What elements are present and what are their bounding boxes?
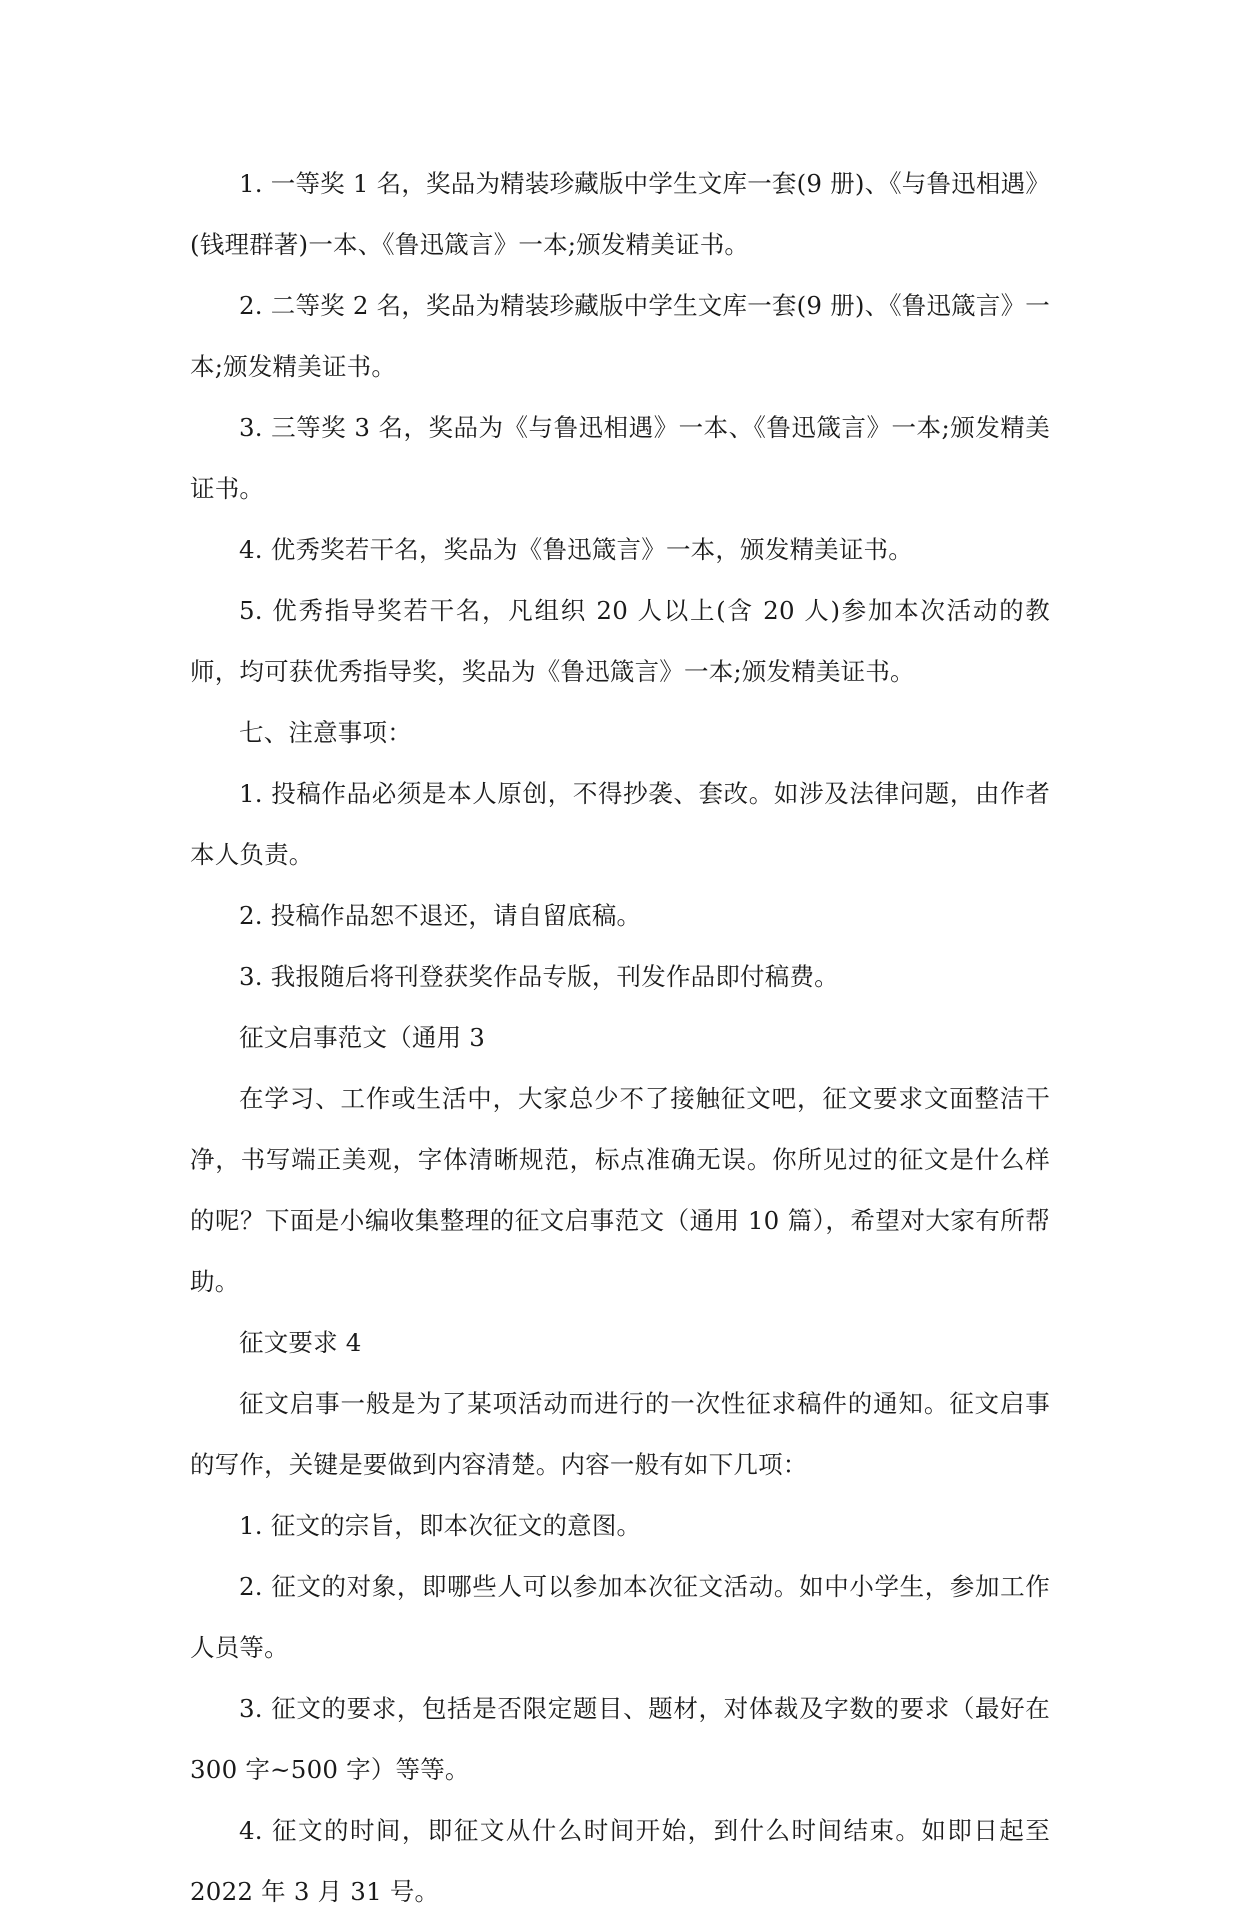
section-heading-requirements: 征文要求 4 bbox=[239, 1328, 362, 1357]
paragraph-prize-third: 3. 三等奖 3 名，奖品为《与鲁迅相遇》一本、《鲁迅箴言》一本;颁发精美证书。 bbox=[190, 413, 1050, 503]
paragraph-requirement-content: 3. 征文的要求，包括是否限定题目、题材，对体裁及字数的要求（最好在 300 字~500 字）等等。 bbox=[190, 1694, 1050, 1784]
paragraph-requirement-audience: 2. 征文的对象，即哪些人可以参加本次征文活动。如中小学生，参加工作人员等。 bbox=[190, 1572, 1050, 1662]
paragraph-requirement-purpose: 1. 征文的宗旨，即本次征文的意图。 bbox=[239, 1511, 642, 1540]
paragraph-prize-second: 2. 二等奖 2 名，奖品为精装珍藏版中学生文库一套(9 册)、《鲁迅箴言》一本;颁发精美证书。 bbox=[190, 291, 1050, 381]
document-body bbox=[190, 153, 1050, 1922]
paragraph-note-no-return: 2. 投稿作品恕不退还，请自留底稿。 bbox=[239, 901, 642, 930]
paragraph-requirements-intro: 征文启事一般是为了某项活动而进行的一次性征求稿件的通知。征文启事的写作，关键是要做到内容清楚。内容一般有如下几项： bbox=[190, 1389, 1050, 1479]
paragraph-note-original: 1. 投稿作品必须是本人原创，不得抄袭、套改。如涉及法律问题，由作者本人负责。 bbox=[190, 779, 1050, 869]
paragraph-prize-excellence: 4. 优秀奖若干名，奖品为《鲁迅箴言》一本，颁发精美证书。 bbox=[239, 535, 913, 564]
section-heading-sample: 征文启事范文（通用 3 bbox=[239, 1023, 486, 1052]
paragraph-requirement-time: 4. 征文的时间，即征文从什么时间开始，到什么时间结束。如即日起至 2022 年 3 月 31 号。 bbox=[190, 1816, 1050, 1906]
paragraph-note-publication: 3. 我报随后将刊登获奖作品专版，刊发作品即付稿费。 bbox=[239, 962, 839, 991]
paragraph-prize-mentor: 5. 优秀指导奖若干名，凡组织 20 人以上(含 20 人)参加本次活动的教师，均可获优秀指导奖，奖品为《鲁迅箴言》一本;颁发精美证书。 bbox=[190, 596, 1050, 686]
paragraph-intro: 在学习、工作或生活中，大家总少不了接触征文吧，征文要求文面整洁干净，书写端正美观，字体清晰规范，标点准确无误。你所见过的征文是什么样的呢？下面是小编收集整理的征文启事范文（通用 10 篇），希望对大家有所帮助。 bbox=[190, 1084, 1050, 1296]
section-heading-notes: 七、注意事项： bbox=[239, 718, 412, 747]
paragraph-prize-first: 1. 一等奖 1 名，奖品为精装珍藏版中学生文库一套(9 册)、《与鲁迅相遇》(钱理群著)一本、《鲁迅箴言》一本;颁发精美证书。 bbox=[190, 169, 1050, 259]
